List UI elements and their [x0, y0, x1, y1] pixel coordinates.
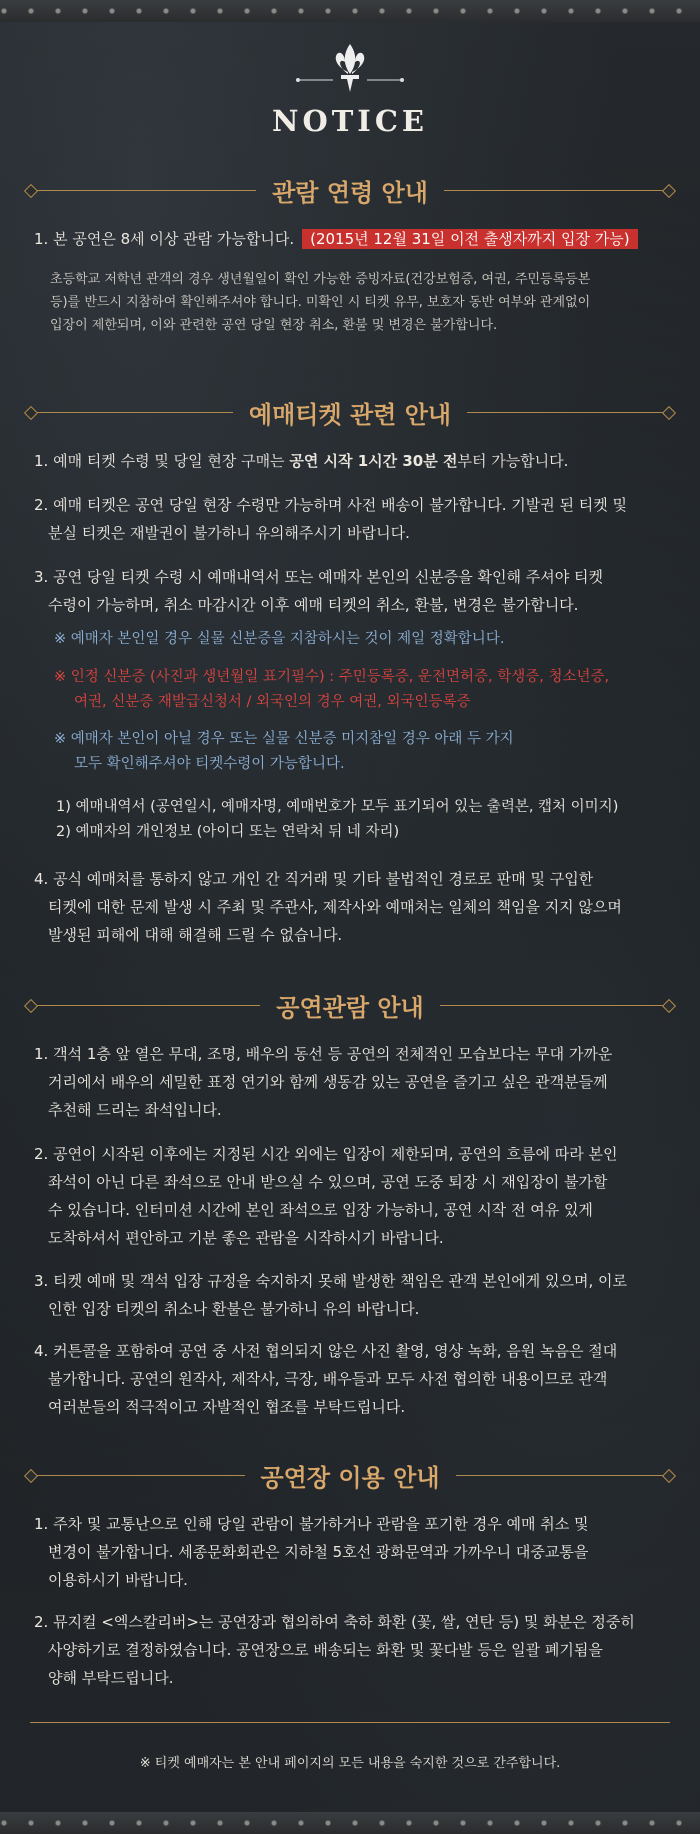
- section-title: 공연관람 안내: [276, 993, 424, 1022]
- section-header-age: [30, 170, 670, 210]
- ticket-note-2: ※ 인정 신분증 (사진과 생년월일 표기필수) : 주민등록증, 운전면허증, 학생증, 청소년증, 여권, 신분증 재발급신청서 / 외국인의 경우 여권, 외국인등록증: [54, 669, 610, 710]
- venue-item-2: 2. 뮤지컬 <엑스칼리버>는 공연장과 협의하여 축하 화환 (꽃, 쌀, 연탄 등) 및 화분은 정중히 사양하기로 결정하였습니다. 공연장으로 배송되는 화환 및 꽃다발 등은 일괄 폐기됨을 양해 부탁드립니다.: [34, 1613, 635, 1687]
- section-title: 관람 연령 안내: [272, 178, 428, 207]
- section-header-ticket: [30, 392, 670, 432]
- ticket-item-2: 2. 예매 티켓은 공연 당일 현장 수령만 가능하며 사전 배송이 불가합니다. 기발권 된 티켓 및 분실 티켓은 재발권이 불가하니 유의해주시기 바랍니다.: [34, 496, 627, 542]
- ticket-item-4: 4. 공식 예매처를 통하지 않고 개인 간 직거래 및 기타 불법적인 경로로 판매 및 구입한 티켓에 대한 문제 발생 시 주최 및 주관사, 제작사와 예매처는 일체의 책임을 지지 않으며 발생된 피해에 대해 해결해 드릴 수 없습니다.: [34, 870, 622, 944]
- section-title: 예매티켓 관련 안내: [248, 400, 452, 429]
- fleur-de-lis-icon: [295, 40, 405, 100]
- ticket-note-3: ※ 예매자 본인이 아닐 경우 또는 실물 신분증 미지참일 경우 아래 두 가지 모두 확인해주셔야 티켓수령이 가능합니다.: [54, 731, 514, 772]
- ticket-id-list: 1) 예매내역서 (공연일시, 예매자명, 예매번호가 모두 표기되어 있는 출력본, 캡처 이미지) 2) 예매자의 개인정보 (아이디 또는 연락처 뒤 네 자리): [56, 799, 619, 840]
- viewing-item-4: 4. 커튼콜을 포함하여 공연 중 사전 협의되지 않은 사진 촬영, 영상 녹화, 음원 녹음은 절대 불가합니다. 공연의 원작사, 제작사, 극장, 배우들과 모두 사전 협의한 내용이므로 관객 여러분들의 적극적이고 자발적인 협조를 부탁드립니다.: [34, 1342, 618, 1416]
- top-rail: [0, 0, 700, 22]
- ticket-note-1: ※ 예매자 본인일 경우 실물 신분증을 지참하시는 것이 제일 정확합니다.: [54, 631, 505, 647]
- ticket-item-1: 1. 예매 티켓 수령 및 당일 현장 구매는 공연 시작 1시간 30분 전부터 가능합니다.: [34, 452, 569, 470]
- header: [0, 40, 700, 138]
- bottom-rail: [0, 1812, 700, 1834]
- venue-item-1: 1. 주차 및 교통난으로 인해 당일 관람이 불가하거나 관람을 포기한 경우 예매 취소 및 변경이 불가합니다. 세종문화회관은 지하철 5호선 광화문역과 가까우니 대중교통을 이용하시기 바랍니다.: [34, 1515, 589, 1589]
- footer-divider: [30, 1722, 670, 1723]
- viewing-item-1: 1. 객석 1층 앞 열은 무대, 조명, 배우의 동선 등 공연의 전체적인 모습보다는 무대 가까운 거리에서 배우의 세밀한 표정 연기와 함께 생동감 있는 공연을 즐기고 싶은 관객분들께 추천해 드리는 좌석입니다.: [34, 1045, 613, 1119]
- section-header-viewing: [30, 985, 670, 1025]
- page-title: NOTICE: [271, 104, 429, 138]
- age-highlight: (2015년 12월 31일 이전 출생자까지 입장 가능): [302, 229, 638, 249]
- footer-note: ※ 티켓 예매자는 본 안내 페이지의 모든 내용을 숙지한 것으로 간주합니다.: [139, 1756, 561, 1771]
- section-header-venue: [30, 1455, 670, 1495]
- viewing-item-3: 3. 티켓 예매 및 객석 입장 규정을 숙지하지 못해 발생한 책임은 관객 본인에게 있으며, 이로 인한 입장 티켓의 취소나 환불은 불가하니 유의 바랍니다.: [34, 1272, 627, 1318]
- viewing-item-2: 2. 공연이 시작된 이후에는 지정된 시간 외에는 입장이 제한되며, 공연의 흐름에 따라 본인 좌석이 아닌 다른 좌석으로 안내 받으실 수 있으며, 공연 도중 퇴장 시 재입장이 불가할 수 있습니다. 인터미션 시간에 본인 좌석으로 입장 가능하니, 공연 시작 전 여유 있게 도착하셔서 편안하고 기분 좋은 관람을 시작하시기 바랍니다.: [34, 1145, 618, 1247]
- age-detail: 초등학교 저학년 관객의 경우 생년월일이 확인 가능한 증빙자료(건강보험증, 여권, 주민등록등본 등)를 반드시 지참하여 확인해주셔야 합니다. 미확인 시 티켓 유무, 보호자 동반 여부와 관계없이 입장이 제한되며, 이와 관련한 공연 당일 현장 취소, 환불 및 변경은 불가합니다.: [50, 272, 591, 333]
- age-item-1: 1. 본 공연은 8세 이상 관람 가능합니다. (2015년 12월 31일 이전 출생자까지 입장 가능): [34, 225, 674, 253]
- section-title: 공연장 이용 안내: [260, 1463, 440, 1492]
- ticket-item-3: 3. 공연 당일 티켓 수령 시 예매내역서 또는 예매자 본인의 신분증을 확인해 주셔야 티켓 수령이 가능하며, 취소 마감시간 이후 예매 티켓의 취소, 환불, 변경은 불가합니다.: [34, 568, 603, 614]
